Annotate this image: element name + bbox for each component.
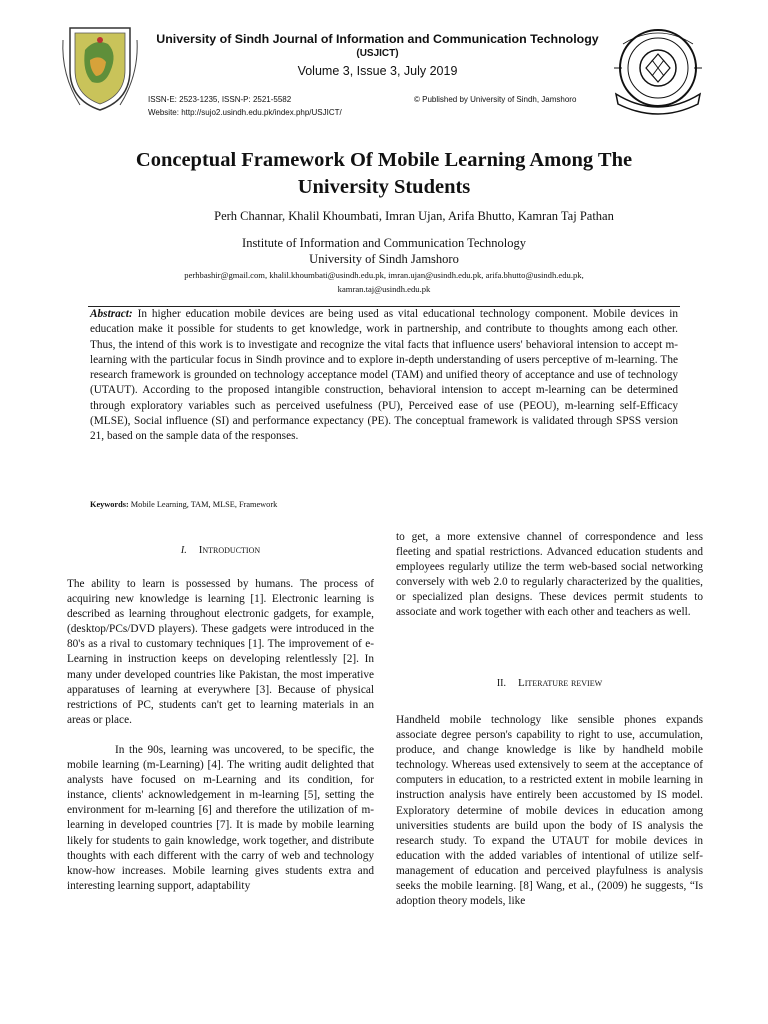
- paper-authors: Perh Channar, Khalil Khoumbati, Imran Ujan, Arifa Bhutto, Kamran Taj Pathan: [214, 209, 614, 223]
- journal-name: University of Sindh Journal of Information and Communication Technology: [156, 32, 599, 46]
- journal-abbreviation: (USJICT): [356, 48, 399, 59]
- abstract-block: [90, 307, 678, 445]
- author-emails: [98, 268, 670, 296]
- emails-line-2: kamran.taj@usindh.edu.pk: [337, 284, 431, 294]
- abstract-label: Abstract:: [90, 308, 133, 320]
- university-seal-right: [608, 24, 708, 120]
- university-name: University of Sindh Jamshoro: [309, 251, 459, 266]
- section-heading-literature-review: [396, 677, 703, 689]
- section-heading-introduction: [67, 544, 374, 556]
- author-affiliation: [90, 236, 678, 267]
- journal-volume: Volume 3, Issue 3, July 2019: [297, 64, 458, 78]
- institute-name: Institute of Information and Communication Technology: [242, 236, 526, 250]
- university-seal-left: [60, 20, 140, 112]
- section-title: Introduction: [198, 544, 261, 556]
- section-title: Literature review: [518, 677, 603, 689]
- keywords-text: Mobile Learning, TAM, MLSE, Framework: [130, 500, 278, 509]
- right-column-bottom: [396, 713, 703, 909]
- intro-paragraph-1: The ability to learn is possessed by humans. The process of acquiring new knowledge is learning [1]. Electronic learning is described as learning throughout electronic gadgets, for example, (desktop/PCs/DVD players). These gadgets were introduced in the 80's as a rival to customary techniques [1]. The improvement of e-Learning in instruction keeps on developing relentlessly [2]. In many under developed countries like Pakistan, the most imperative apparatuses of learning at everywhere [3]. Because of physical restrictions of PC, students can't get to learning materials in an areas or place.: [67, 578, 374, 726]
- publisher-line: © Published by University of Sindh, Jamshoro: [414, 95, 577, 104]
- issn-line: ISSN-E: 2523-1235, ISSN-P: 2521-5582: [148, 95, 292, 104]
- intro-paragraph-3: to get, a more extensive channel of correspondence and less fleeting and spatial restrictions. Advanced education students and employees regularly utilize the term web-based social networking conversely with web 2.0 to regularly characterized by the qualities, or specialized plan designs. These devices permit students to associate and work together with each other and teachers as well.: [396, 531, 703, 619]
- left-column: [67, 577, 374, 894]
- keywords-label: Keywords:: [90, 500, 129, 509]
- section-number: II.: [496, 678, 507, 689]
- keywords-line: [90, 500, 277, 509]
- right-column-top: [396, 530, 703, 621]
- emails-line-1: perhbashir@gmail.com, khalil.khoumbati@usindh.edu.pk, imran.ujan@usindh.edu.pk, arifa.bhutto@usindh.edu.pk,: [184, 270, 584, 280]
- website-link[interactable]: Website: http://sujo2.usindh.edu.pk/index.php/USJICT/: [148, 108, 342, 117]
- abstract-text: In higher education mobile devices are being used as vital educational technology component. Mobile devices in education make it possible for students to get knowledge, work in partnership, and contribute to thoughts among each other. Thus, the intend of this work is to investigate and recognize the vital facts that influence users' behavioral intension to accept m-learning with the particular focus in Sindh province and to explore in-depth understanding of users perceptive of m-learning. The research framework is grounded on technology acceptance model (TAM) and unified theory of acceptance and use of technology (UTAUT). According to the proposed intangible construction, behavioral intension to accept m-learning can be determined through exploratory variables such as perceived usefulness (PU), Perceived ease of use (PEOU), m-learning self-Efficacy (MLSE), Social influence (SI) and performance expectancy (PE). The conceptual framework is validated through SPSS version 21, based on the sample data of the responses.: [90, 308, 678, 443]
- section-number: I.: [180, 545, 187, 556]
- intro-paragraph-2: In the 90s, learning was uncovered, to be specific, the mobile learning (m-Learning) [4]. The writing audit delighted that analysts have focused on m-Learning and its condition, for instance, clients' acknowledgement in m-learning [5], setting the environment for m-learning [6] and therefore the utilization of m-learning in developed countries [7]. It is made by mobile learning likely for students to gain knowledge, work together, and distribute thoughts with each different with the carry of web and technology know-how increases. Mobile learning gives students extra and interesting learning support, adaptability: [67, 743, 374, 892]
- literature-paragraph-1: Handheld mobile technology like sensible phones expands associate degree person's capability to right to use, accumulation, produce, and change knowledge is like by handheld mobile technology. Whereas used extensively to seem at the acceptance of computers in education, to a restricted extent in mobile learning in instruction analysis have entirely been accustomed by IS model. Exploratory determine of mobile devices in education among universities students are build upon the body of IS analysis the research study. To expand the UTAUT for mobile devices in education with the added variables of intentional of utilize self-management of education and perceived playfulness is analysis seeks the mobile learning. [8] Wang, et al., (2009) he suggests, “Is adoption theory models, like: [396, 714, 703, 908]
- paper-title: Conceptual Framework Of Mobile Learning Among The University Students: [135, 149, 633, 198]
